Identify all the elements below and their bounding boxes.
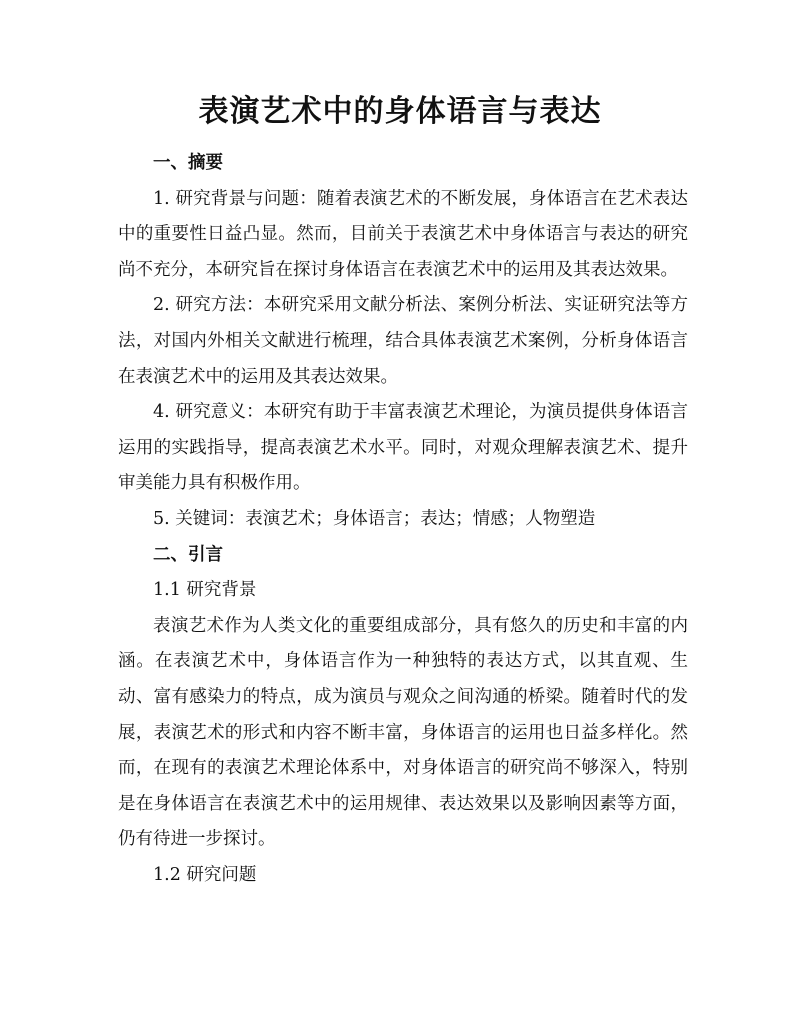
- subsection-heading-background: 1.1 研究背景: [153, 580, 257, 601]
- subsection-heading-questions: 1.2 研究问题: [153, 864, 257, 885]
- background-paragraph: 表演艺术作为人类文化的重要组成部分，具有悠久的历史和丰富的内涵。在表演艺术中，身体语言作为一种独特的表达方式，以其直观、生动、富有感染力的特点，成为演员与观众之间沟通的桥梁。随着时代的发展，表演艺术的形式和内容不断丰富，身体语言的运用也日益多样化。然而，在现有的表演艺术理论体系中，对身体语言的研究尚不够深入，特别是在身体语言在表演艺术中的运用规律、表达效果以及影响因素等方面，仍有待进一步探讨。: [118, 615, 688, 850]
- abstract-paragraph-method: 2. 研究方法：本研究采用文献分析法、案例分析法、实证研究法等方法，对国内外相关文献进行梳理，结合具体表演艺术案例，分析身体语言在表演艺术中的运用及其表达效果。: [118, 295, 688, 387]
- section-heading-introduction: 二、引言: [153, 544, 223, 565]
- section-heading-abstract: 一、摘要: [153, 153, 223, 173]
- abstract-paragraph-significance: 4. 研究意义：本研究有助于丰富表演艺术理论，为演员提供身体语言运用的实践指导，提高表演艺术水平。同时，对观众理解表演艺术、提升审美能力具有积极作用。: [118, 402, 688, 494]
- abstract-paragraph-background: 1. 研究背景与问题：随着表演艺术的不断发展，身体语言在艺术表达中的重要性日益凸显。然而，目前关于表演艺术中身体语言与表达的研究尚不充分，本研究旨在探讨身体语言在表演艺术中的运用及其表达效果。: [118, 188, 688, 280]
- document-body: [118, 146, 688, 893]
- abstract-keywords: 5. 关键词：表演艺术；身体语言；表达；情感；人物塑造: [153, 508, 596, 529]
- document-title: 表演艺术中的身体语言与表达: [198, 94, 602, 129]
